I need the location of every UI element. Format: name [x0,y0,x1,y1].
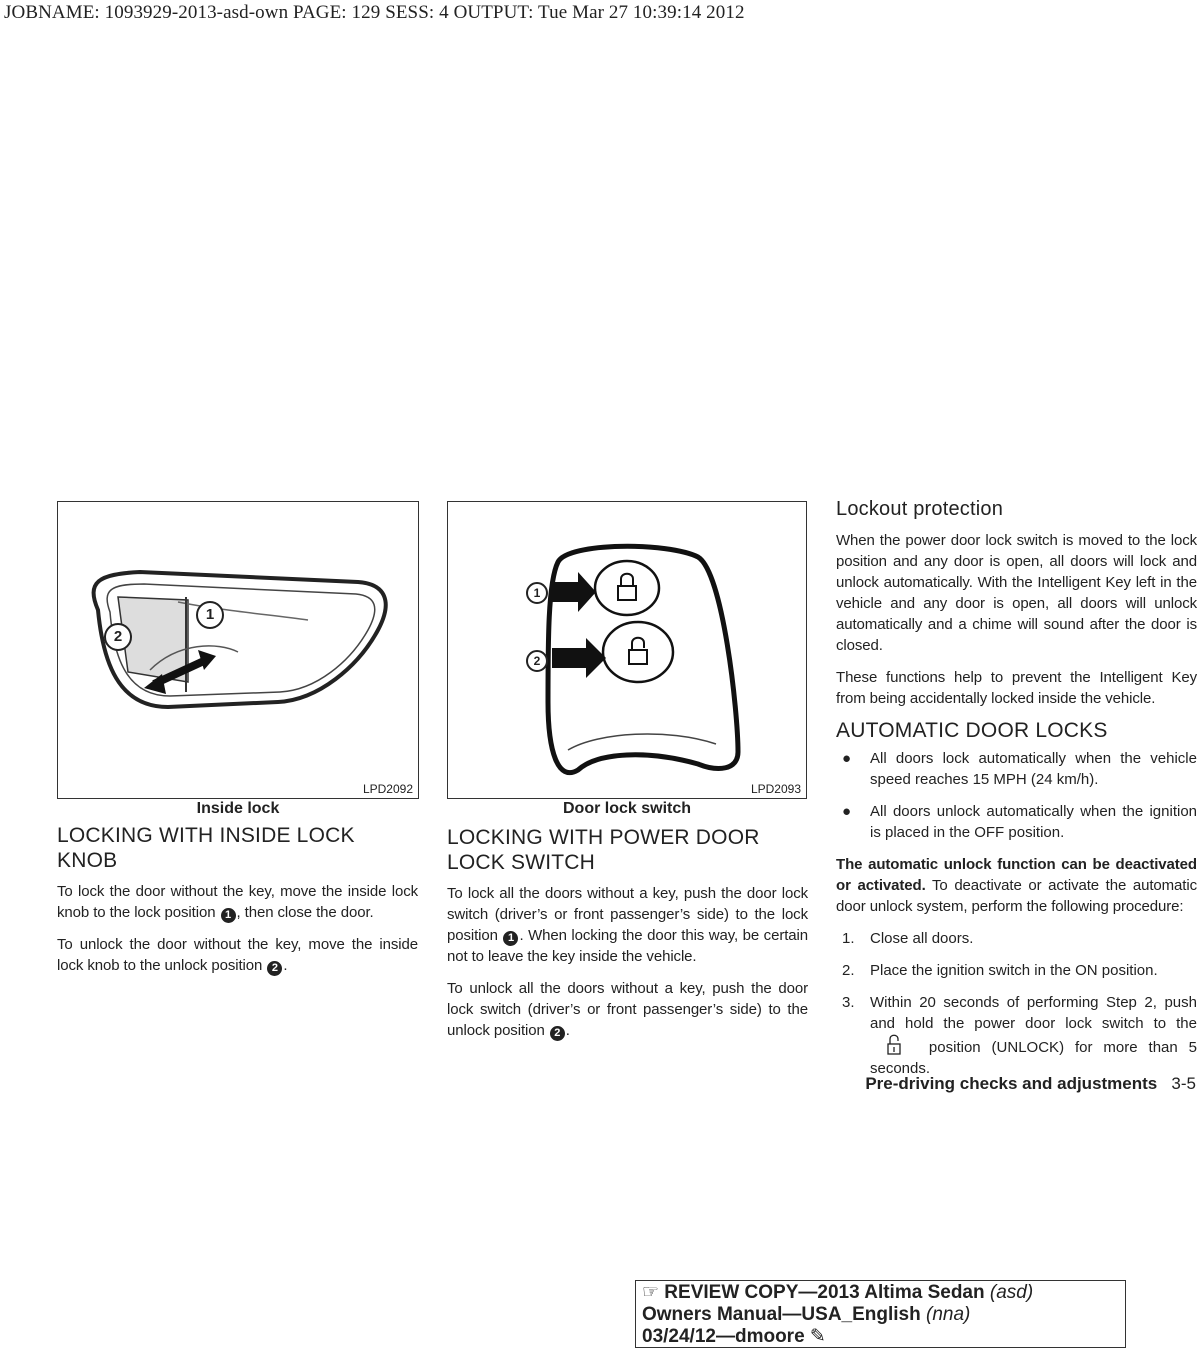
door-lock-switch-figure [447,501,807,799]
callout-1-circle: 1 [526,582,548,604]
paragraph: When the power door lock switch is moved to the lock position and any door is open, all doors will lock and unlock automatically. With the Intelligent Key left in the vehicle and any door is open, all doors will unlock automatically and a chime will sound after the door is closed. [836,532,1197,654]
inside-lock-figure [57,501,419,799]
section-heading: AUTOMATIC DOOR LOCKS [836,719,1108,742]
callout-1-symbol: 1 [221,908,236,923]
figure-caption: Door lock switch [562,800,692,817]
callout-2-symbol: 2 [267,961,282,976]
pencil-icon: ✎ [809,1326,826,1347]
step-item: 3. Within 20 seconds of performing Step 2, push and hold the power door lock switch to the position (UNLOCK) for more than 5 seconds. [842,994,1197,1077]
step-item: 1. Close all doors. [842,930,974,947]
unlock-icon [880,1034,908,1056]
bullet-item: ● All doors unlock automatically when the ignition is placed in the OFF position. [842,803,1197,841]
callout-2-symbol: 2 [550,1026,565,1041]
page-footer: Pre-driving checks and adjustments 3-5 [865,1074,1196,1093]
paragraph: To lock all the doors without a key, push the door lock switch (driver’s or front passenger’s side) to the lock position 1 . When locking the door this way, be certain not to leave the key inside the vehicle. [447,885,808,965]
callout-1-symbol: 1 [503,931,518,946]
callout-2-circle: 2 [526,650,548,672]
section-heading: LOCKING WITH POWER DOOR LOCK SWITCH [447,826,760,874]
door-lock-switch-illustration [448,502,806,798]
paragraph: To lock the door without the key, move the inside lock knob to the lock position 1 , then close the door. [57,883,418,921]
callout-2-circle: 2 [104,623,132,651]
job-header: JOBNAME: 1093929-2013-asd-own PAGE: 129 SESS: 4 OUTPUT: Tue Mar 27 10:39:14 2012 [4,2,745,23]
figure-id: LPD2092 [362,782,413,796]
column-1 [57,823,418,976]
paragraph: The automatic unlock function can be deactivated or activated. To deactivate or activate the automatic door unlock system, perform the following procedure: [836,856,1197,915]
column-3 [836,497,1197,1079]
paragraph: These functions help to prevent the Intelligent Key from being accidentally locked inside the vehicle. [836,669,1197,707]
review-copy-box: ☞ REVIEW COPY—2013 Altima Sedan (asd) Owners Manual—USA_English (nna) 03/24/12—dmoore ✎ [635,1280,1126,1348]
figure-id: LPD2093 [750,782,801,796]
column-2 [447,825,808,1041]
callout-1-circle: 1 [196,601,224,629]
step-item: 2. Place the ignition switch in the ON position. [842,962,1158,979]
paragraph: To unlock the door without the key, move the inside lock knob to the unlock position 2 . [57,936,418,974]
bullet-item: ● All doors lock automatically when the vehicle speed reaches 15 MPH (24 km/h). [842,750,1197,788]
paragraph: To unlock all the doors without a key, push the door lock switch (driver’s or front passenger’s side) to the unlock position 2 . [447,980,808,1039]
subsection-heading: Lockout protection [836,498,1004,520]
figure-caption: Inside lock [196,800,280,817]
section-heading: LOCKING WITH INSIDE LOCK KNOB [57,824,355,872]
